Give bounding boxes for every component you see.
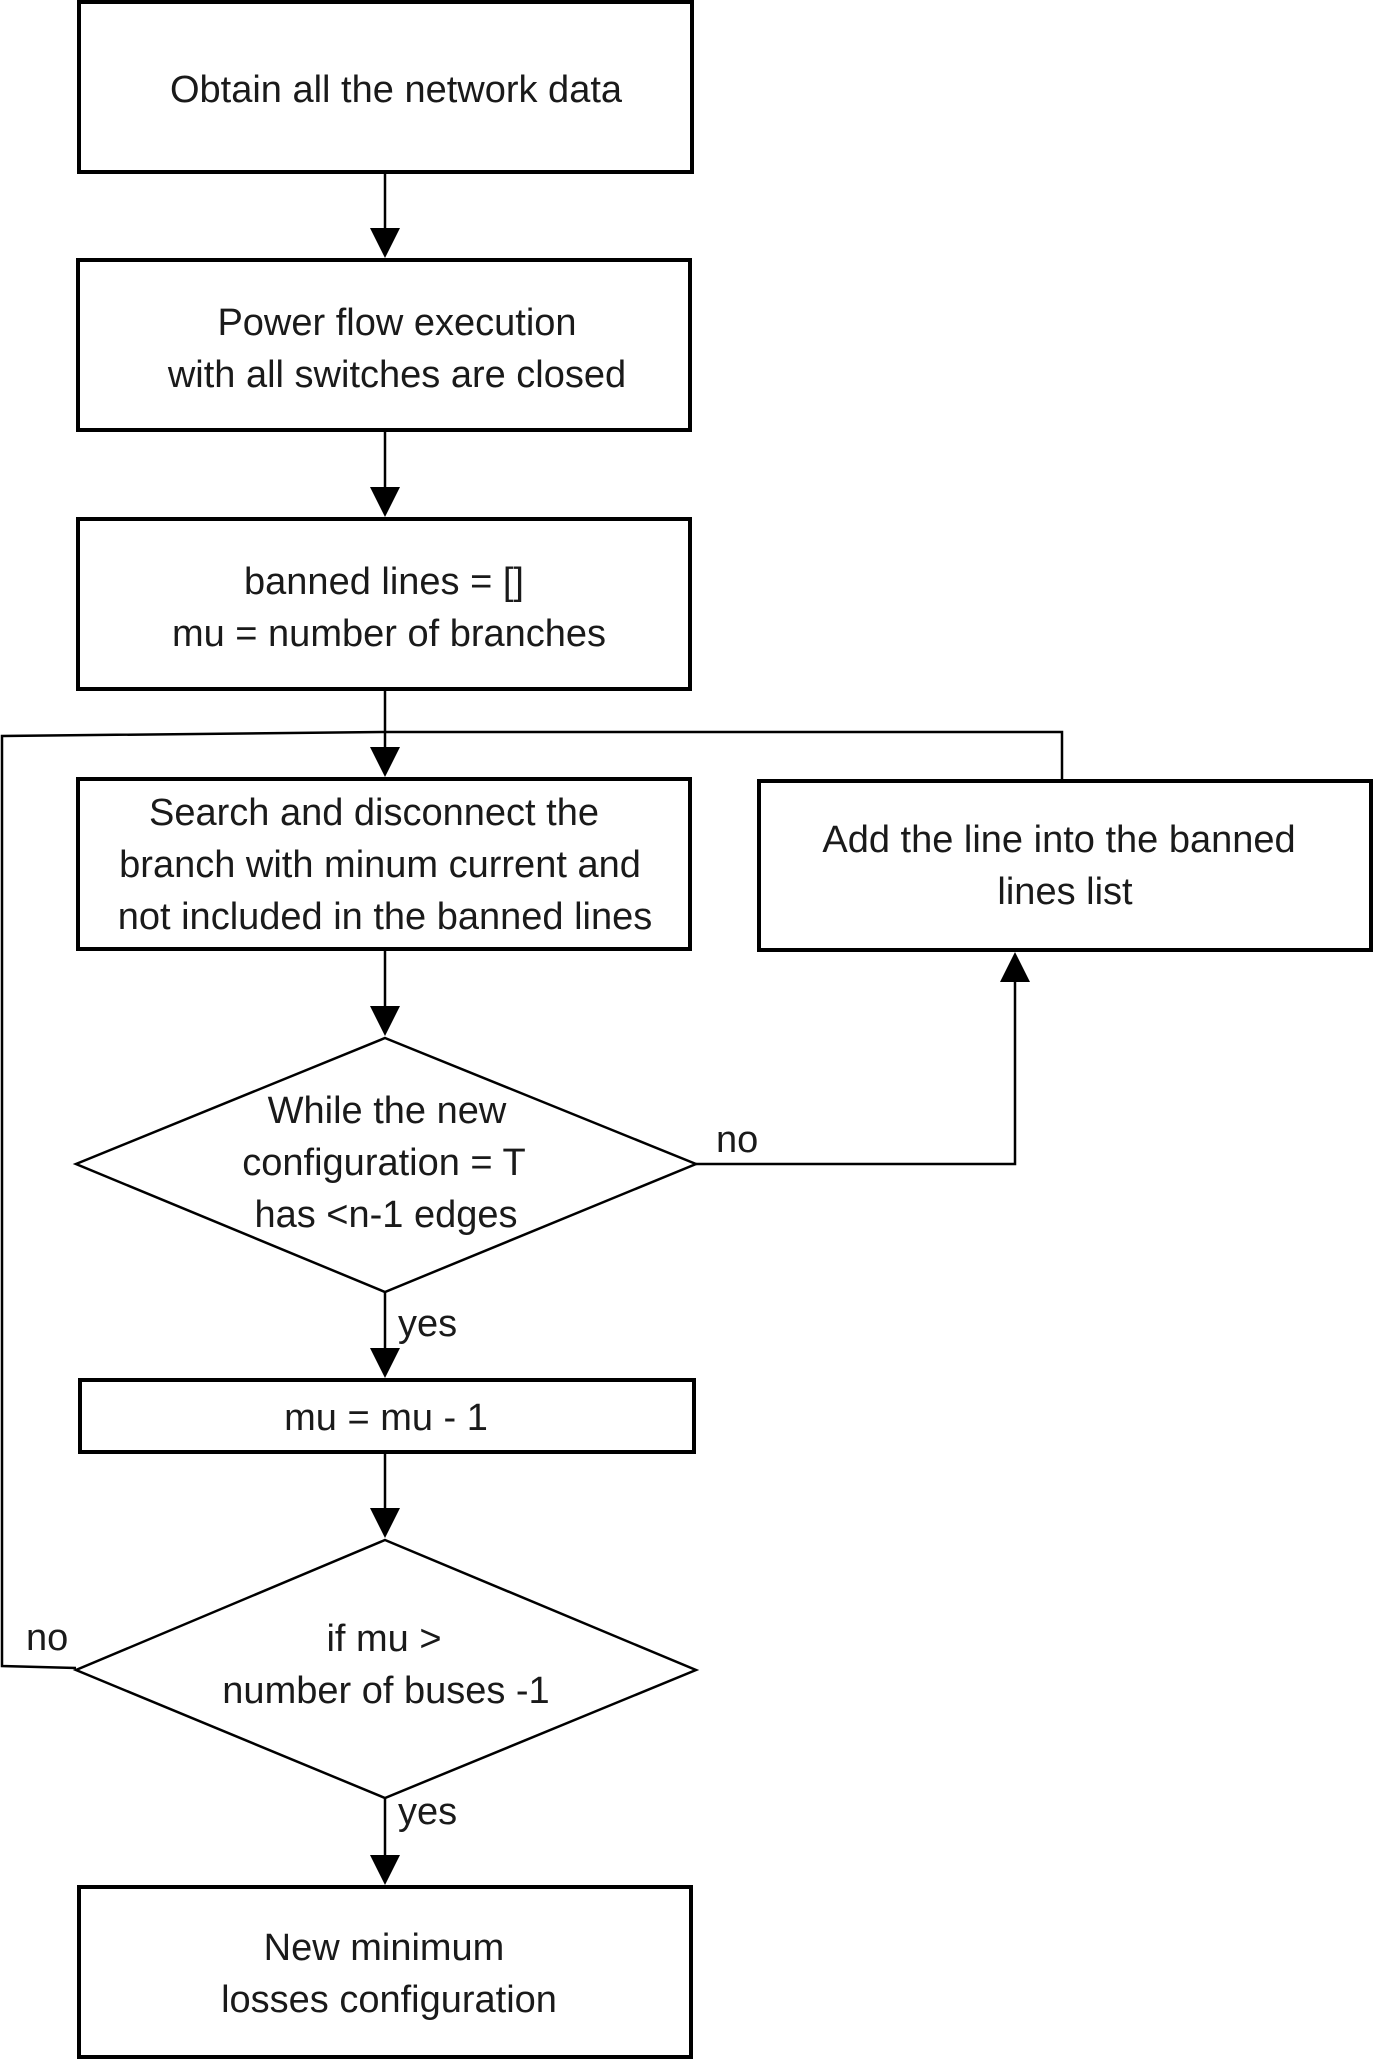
arrow-power-flow-to-init xyxy=(370,430,400,517)
step-add-banned-label-line-2: lines list xyxy=(997,871,1133,913)
step-search-label-line-1: Search and disconnect the xyxy=(149,792,599,834)
step-search-disconnect xyxy=(78,779,690,949)
step-power-flow xyxy=(78,260,690,430)
step-init-label-line-1: banned lines = [] xyxy=(244,561,524,603)
decision-edges-label-line-2: configuration = T xyxy=(242,1142,526,1184)
decision-edges-label-line-3: has <n-1 edges xyxy=(254,1194,518,1236)
step-result-label-line-2: losses configuration xyxy=(221,1979,557,2021)
decision-mu-label-line-1: if mu > xyxy=(326,1618,442,1660)
step-power-flow-label-line-1: Power flow execution xyxy=(217,302,577,344)
step-search-label-line-3: not included in the banned lines xyxy=(117,896,653,938)
decision-mu-check xyxy=(76,1540,696,1798)
edge-label-edges-yes: yes xyxy=(398,1303,458,1345)
decision-edges-check xyxy=(76,1038,696,1292)
step-add-banned-line xyxy=(759,781,1371,950)
arrow-obtain-to-power-flow xyxy=(370,172,400,258)
step-decrement-label: mu = mu - 1 xyxy=(284,1397,488,1439)
step-result-label-line-1: New minimum xyxy=(263,1927,505,1969)
step-init-label-line-2: mu = number of branches xyxy=(171,613,607,655)
step-obtain-label: Obtain all the network data xyxy=(169,69,623,111)
step-obtain-network-data xyxy=(79,2,692,172)
step-decrement-mu xyxy=(80,1380,694,1452)
step-power-flow-label-line-2: with all switches are closed xyxy=(167,354,627,396)
arrow-search-to-edges-check xyxy=(370,949,400,1036)
arrow-mu-yes-to-result xyxy=(370,1798,400,1885)
step-search-label-line-2: branch with minum current and xyxy=(119,844,641,886)
decision-mu-label-line-2: number of buses -1 xyxy=(222,1670,550,1712)
step-add-banned-label-line-1: Add the line into the banned xyxy=(822,819,1296,861)
connector-add-banned-loop-back xyxy=(385,732,1062,781)
edge-label-edges-no: no xyxy=(716,1119,759,1161)
edge-label-mu-no: no xyxy=(26,1617,69,1659)
arrow-edges-yes-to-decrement xyxy=(370,1292,400,1378)
decision-edges-label-line-1: While the new xyxy=(267,1090,507,1132)
edge-label-mu-yes: yes xyxy=(398,1791,458,1833)
step-initialize-variables xyxy=(78,519,690,689)
step-new-minimum-losses xyxy=(79,1887,691,2057)
arrow-decrement-to-mu-check xyxy=(370,1452,400,1538)
